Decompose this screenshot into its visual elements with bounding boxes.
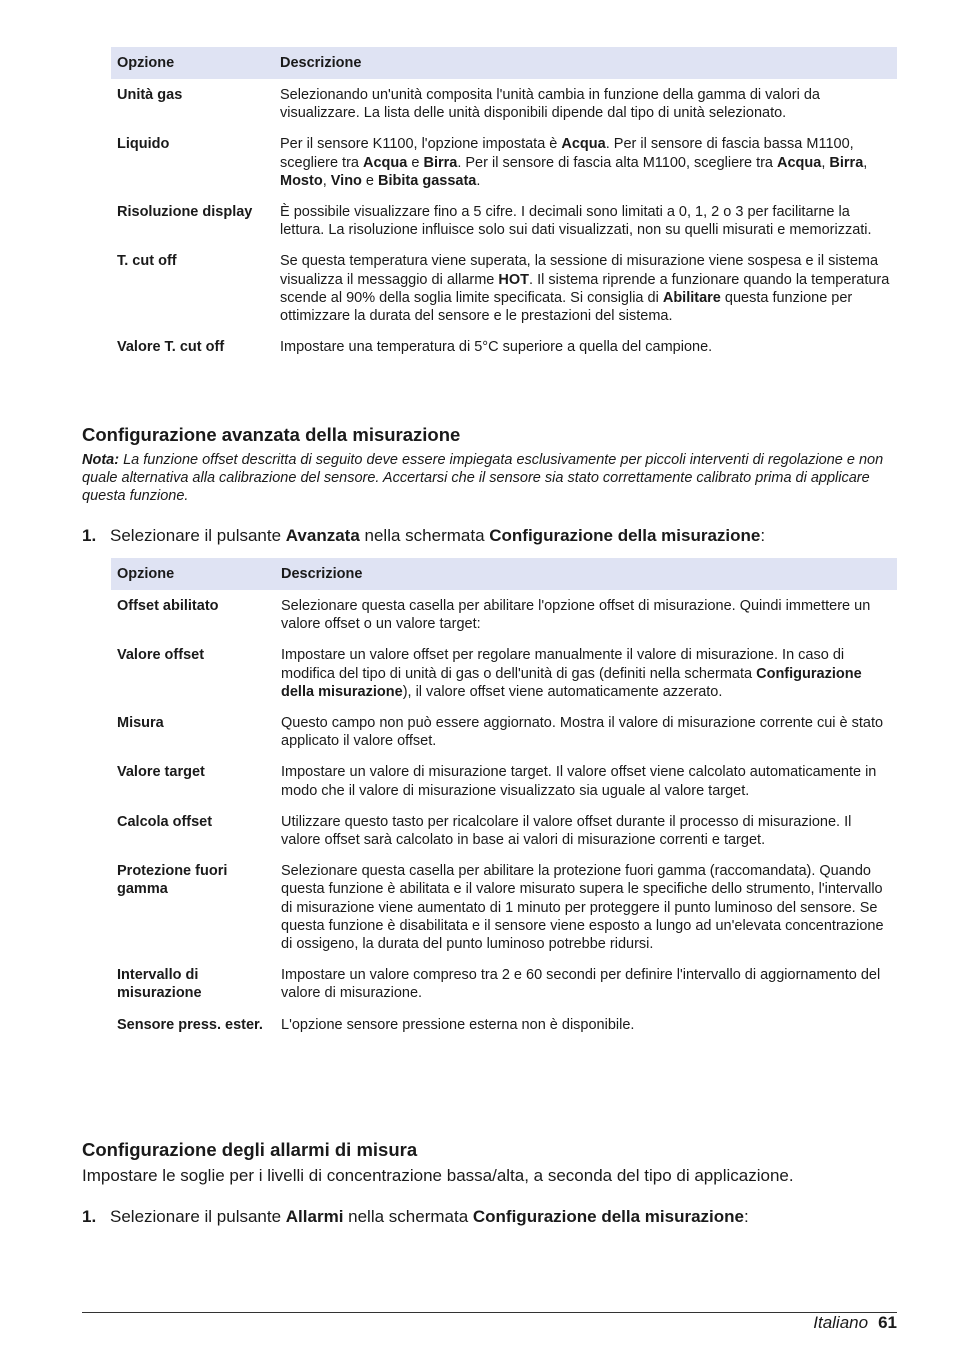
option-name: Valore offset [117,647,205,664]
description-emphasis: Acqua [561,136,606,153]
step-alarms [82,1207,749,1227]
description-emphasis: Bibita gassata [378,172,477,189]
option-description [275,959,897,1008]
option-description [275,639,897,707]
description-text: , [322,172,331,189]
table-row [111,128,897,196]
description-emphasis: Mosto [280,172,323,189]
description-text: Questo campo non può essere aggiornato. Mostra il valore di misurazione corrente cui è stato applicato il valore offset. [281,715,884,750]
option-name: Misura [117,715,164,732]
table-row [111,707,897,756]
option-name: T. cut off [117,253,177,270]
description-text: Impostare una temperatura di 5°C superiore a quella del campione. [280,339,713,356]
description-emphasis: Vino [330,172,362,189]
table-row [111,756,897,805]
description-emphasis: Birra [423,154,458,171]
option-description [274,245,897,331]
option-name: Offset abilitato [117,598,219,614]
description-emphasis: Acqua [777,154,822,171]
description-text: Impostare un valore compreso tra 2 e 60 secondi per definire l'intervallo di aggiornamento del valore di misurazione. [281,967,881,1002]
option-name: Intervallo di misurazione [117,967,202,1002]
description-text: ), il valore offset viene automaticamente azzerato. [402,683,723,700]
option-description [274,331,897,362]
table-row [111,855,897,959]
option-description [275,756,897,805]
page-footer [813,1313,897,1333]
column-header-option: Opzione [111,47,274,79]
section-title-advanced: Configurazione avanzata della misurazione [82,424,461,445]
section-title-alarms: Configurazione degli allarmi di misura [82,1139,418,1160]
description-text: , [821,154,830,171]
description-text: Impostare un valore di misurazione target. Il valore offset viene calcolato automaticamente in modo che il valore di misurazione visualizzato sia uguale al valore target. [281,764,877,799]
table-row [111,806,897,855]
table-row [111,245,897,331]
column-header-description: Descrizione [275,558,897,590]
description-text: . [476,172,481,189]
table-header-row [111,47,897,79]
options-table-2 [111,558,897,1040]
description-text: Selezionare questa casella per abilitare la protezione fuori gamma (raccomandata). Quando questa funzione è abilitata e il valore misurato supera le specifiche dello strumento, l'intervallo di misurazione viene aumentato di 1 minuto per proteggere il punto luminoso del sensore. Se questa funzione è disabilitata e il sensore viene esposto a lungo ad un'elevata concentrazione di ossigeno, la durata del punto luminoso potrebbe ridursi. [281,863,884,953]
step-text: Selezionare il pulsante [110,526,286,545]
page-number: 61 [878,1313,897,1332]
option-name: Sensore press. ester. [117,1016,263,1033]
option-name: Valore T. cut off [117,339,225,356]
description-text: . Il sistema riprende a funzionare quando la temperatura scende al 90% della soglia limite specificata. Si consiglia di [280,271,890,306]
description-emphasis: Abilitare [662,289,721,306]
step-text: : [760,526,766,545]
option-description [274,79,897,128]
description-emphasis: Acqua [363,154,408,171]
column-header-option: Opzione [111,558,275,590]
option-description [275,590,897,639]
option-name: Risoluzione display [117,204,253,221]
step-button-name: Allarmi [285,1207,344,1226]
alarms-intro: Impostare le soglie per i livelli di concentrazione bassa/alta, a seconda del tipo di applicazione. [82,1166,794,1185]
option-description [275,855,897,959]
table-row [111,79,897,128]
option-name: Valore target [117,764,205,781]
step-screen-name: Configurazione della misurazione [489,526,761,545]
description-text: Selezionare questa casella per abilitare l'opzione offset di misurazione. Quindi immettere un valore offset o un valore target: [281,598,871,633]
description-text: e [361,172,379,189]
options-table-1 [111,47,897,362]
table-row [111,196,897,245]
step-number: 1. [82,1207,97,1226]
table-row [111,590,897,639]
description-emphasis: Configurazione della misurazione [281,665,862,700]
option-name: Protezione fuori gamma [117,863,228,898]
table-row [111,1009,897,1040]
description-emphasis: Birra [829,154,864,171]
table-row [111,959,897,1008]
option-description [275,806,897,855]
option-description [274,196,897,245]
step-button-name: Avanzata [285,526,360,545]
option-description [274,128,897,196]
note-block [82,451,897,506]
description-text: Selezionando un'unità composita l'unità cambia in funzione della gamma di valori da visualizzare. La lista delle unità disponibili dipende dal tipo di unità selezionato. [280,87,820,122]
step-advanced [82,526,765,546]
footer-language: Italiano [813,1313,869,1332]
description-text: L'opzione sensore pressione esterna non è disponibile. [281,1016,635,1033]
table-header-row [111,558,897,590]
description-text: Se questa temperatura viene superata, la sessione di misurazione viene sospesa e il sistema visualizza il messaggio di allarme [280,253,879,288]
step-text: : [743,1207,749,1226]
option-name: Calcola offset [117,813,213,830]
note-label: Nota: [82,452,120,468]
step-number: 1. [82,526,97,545]
option-description [275,1009,897,1040]
option-name: Liquido [117,136,170,153]
option-name: Unità gas [117,87,183,103]
step-text: Selezionare il pulsante [110,1207,286,1226]
note-text: La funzione offset descritta di seguito deve essere impiegata esclusivamente per piccoli interventi di regolazione e non quale alternativa alla calibrazione del sensore. Accertarsi che il sensore sia stato correttamente calibrato prima di applicare questa funzione. [82,452,884,505]
description-text: e [407,154,424,171]
description-text: È possibile visualizzare fino a 5 cifre. I decimali sono limitati a 0, 1, 2 o 3 per facilitarne la lettura. La risoluzione influisce solo sui dati visualizzati, non su quelli misurati e memorizzati. [280,204,872,239]
option-description [275,707,897,756]
description-text: questa funzione per ottimizzare la durata del sensore e le prestazioni del sistema. [280,289,853,325]
description-text: Per il sensore K1100, l'opzione impostata è [280,136,562,153]
step-text: nella schermata [359,526,490,545]
description-text: . Per il sensore di fascia alta M1100, scegliere tra [457,154,778,171]
description-text: Utilizzare questo tasto per ricalcolare il valore offset durante il processo di misurazione. Il valore offset sarà calcolato in base ai valori di misurazione correnti e target. [281,813,852,849]
table-row [111,331,897,362]
column-header-description: Descrizione [274,47,897,79]
description-text: , [863,154,868,171]
description-text: . Per il sensore di fascia bassa M1100, scegliere tra [280,136,854,171]
step-screen-name: Configurazione della misurazione [472,1207,744,1226]
footer-divider [82,1312,897,1313]
description-emphasis: HOT [498,271,530,288]
description-text: Impostare un valore offset per regolare manualmente il valore di misurazione. In caso di modifica del tipo di unità di gas o dell'unità di gas (definiti nella schermata [281,647,845,682]
table-row [111,639,897,707]
step-text: nella schermata [343,1207,473,1226]
